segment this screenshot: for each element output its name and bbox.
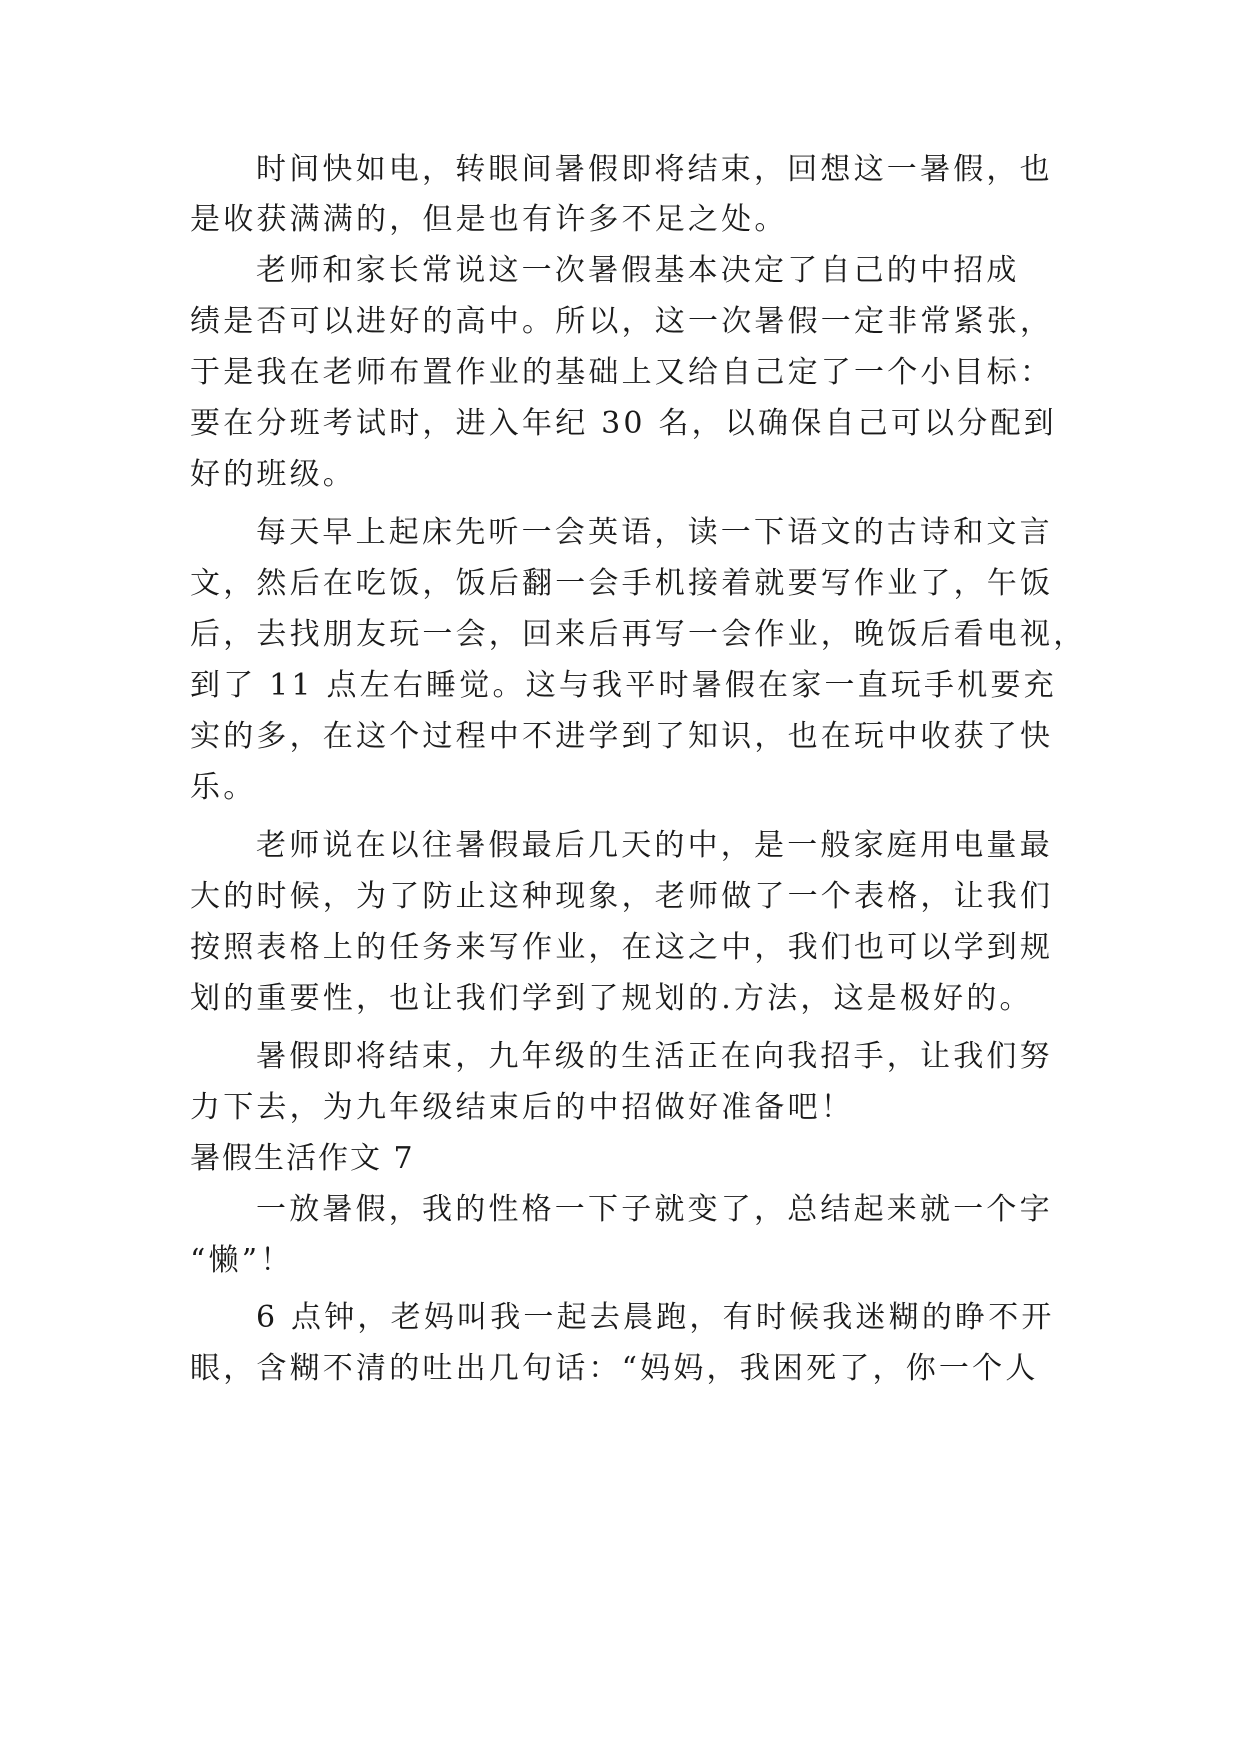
text-line: 一放暑假，我的性格一下子就变了，总结起来就一个字 [256,1192,1053,1227]
text-line: 暑假即将结束，九年级的生活正在向我招手，让我们努 [256,1039,1053,1074]
text-line: 后，去找朋友玩一会，回来后再写一会作业，晚饭后看电视， [190,617,1087,652]
text-line: 绩是否可以进好的高中。所以，这一次暑假一定非常紧张， [190,304,1054,339]
text-line: 实的多，在这个过程中不进学到了知识，也在玩中收获了快 [190,719,1054,754]
text-line: 到了 11 点左右睡觉。这与我平时暑假在家一直玩手机要充 [190,668,1057,703]
text-line: 老师和家长常说这一次暑假基本决定了自己的中招成 [256,253,1020,288]
text-line: 是收获满满的，但是也有许多不足之处。 [190,202,788,237]
text-line: 力下去，为九年级结束后的中招做好准备吧！ [190,1090,854,1125]
text-line: 时间快如电，转眼间暑假即将结束，回想这一暑假，也 [256,152,1053,187]
text-line: 好的班级。 [190,457,356,492]
text-line: 大的时候，为了防止这种现象，老师做了一个表格，让我们 [190,879,1054,914]
text-line: 乐。 [190,770,257,805]
text-line: 于是我在老师布置作业的基础上又给自己定了一个小目标： [190,355,1054,390]
text-line: 6 点钟，老妈叫我一起去晨跑，有时候我迷糊的睁不开 [256,1300,1055,1335]
text-line: 眼，含糊不清的吐出几句话：“妈妈，我困死了，你一个人 [190,1351,1039,1386]
text-line: 划的重要性，也让我们学到了规划的.方法，这是极好的。 [190,981,1033,1016]
section-heading: 暑假生活作文 7 [190,1141,415,1176]
text-line: “懒”！ [190,1243,294,1278]
text-line: 要在分班考试时，进入年纪 30 名，以确保自己可以分配到 [190,406,1057,441]
text-line: 文，然后在吃饭，饭后翻一会手机接着就要写作业了，午饭 [190,566,1054,601]
text-line: 按照表格上的任务来写作业，在这之中，我们也可以学到规 [190,930,1054,965]
text-line: 每天早上起床先听一会英语，读一下语文的古诗和文言 [256,515,1053,550]
text-line: 老师说在以往暑假最后几天的中，是一般家庭用电量最 [256,828,1053,863]
